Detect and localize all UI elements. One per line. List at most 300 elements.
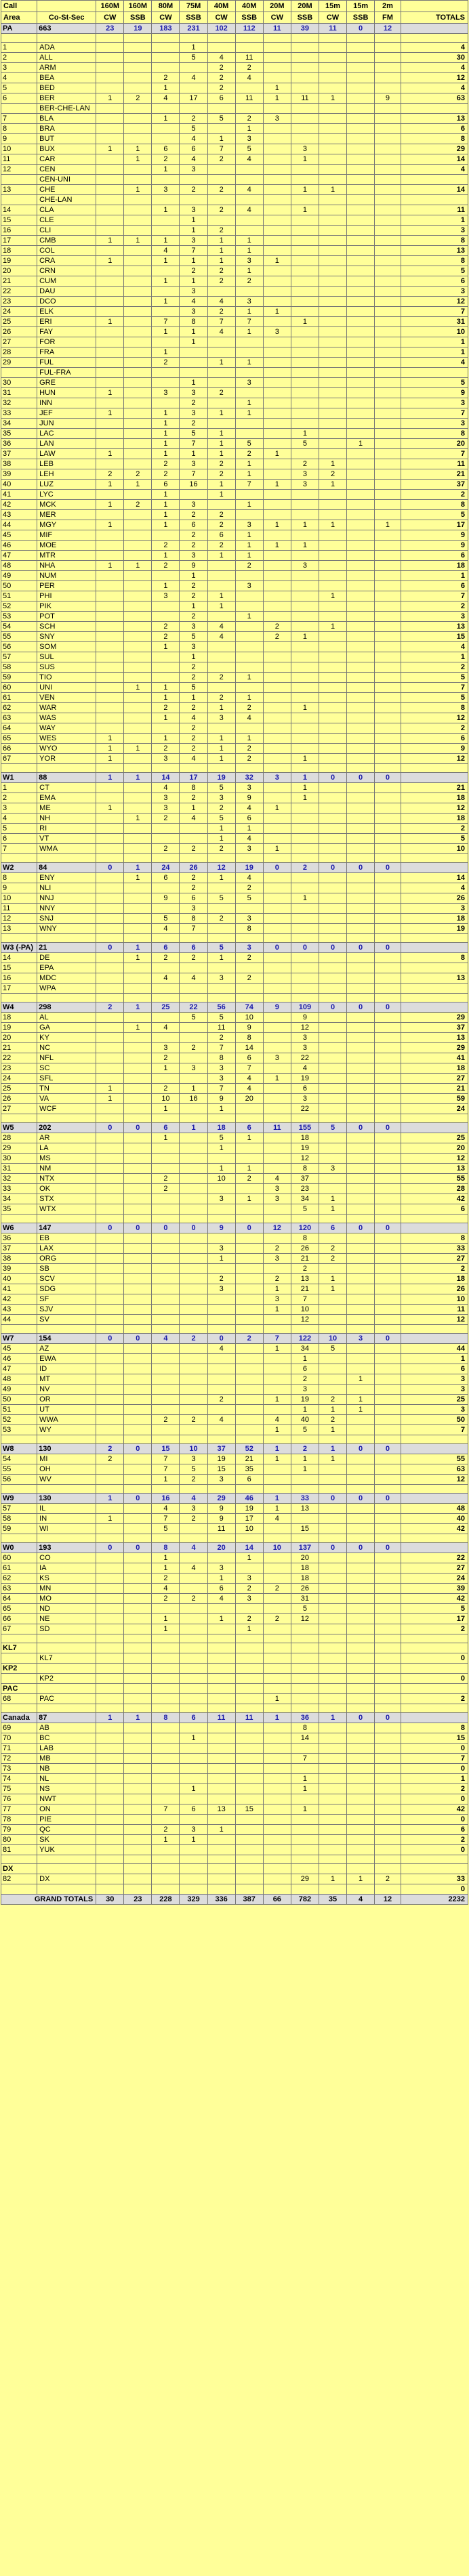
count-cell <box>207 1815 235 1825</box>
area-cell: 17 <box>1 236 37 246</box>
count-cell <box>375 1754 401 1764</box>
count-cell: 8 <box>291 1164 319 1174</box>
count-cell <box>152 963 180 973</box>
count-cell <box>207 1624 235 1634</box>
count-cell <box>152 1684 180 1694</box>
count-cell <box>291 713 319 723</box>
count-cell <box>124 175 152 185</box>
count-cell <box>180 1704 207 1713</box>
count-cell <box>263 63 291 73</box>
section-cell: UNI <box>37 683 96 693</box>
count-cell: 7 <box>235 480 263 490</box>
count-cell <box>96 154 124 165</box>
count-cell <box>235 1563 263 1574</box>
count-cell <box>180 1764 207 1774</box>
table-row <box>1 1063 468 1074</box>
count-cell: 1 <box>180 327 207 337</box>
count-cell <box>263 914 291 924</box>
count-cell: 2 <box>207 63 235 73</box>
total-cell: 3 <box>401 1405 468 1415</box>
count-cell <box>96 1723 124 1733</box>
count-cell: 5 <box>291 1204 319 1215</box>
count-cell <box>263 1435 291 1444</box>
count-cell: 1 <box>207 601 235 612</box>
count-cell: 2 <box>235 63 263 73</box>
count-cell: 2 <box>207 914 235 924</box>
section-cell <box>37 1634 96 1643</box>
count-cell <box>375 1864 401 1874</box>
total-cell: 0 <box>401 1653 468 1664</box>
section-cell: CHE <box>37 185 96 195</box>
count-cell <box>319 1584 346 1594</box>
section-cell: CUM <box>37 276 96 287</box>
area-cell: KP2 <box>1 1664 37 1674</box>
count-cell <box>124 1204 152 1215</box>
count-cell: 0 <box>347 863 375 873</box>
count-cell <box>207 1215 235 1223</box>
count-cell <box>152 571 180 581</box>
count-cell: 0 <box>96 1543 124 1553</box>
count-cell <box>375 1385 401 1395</box>
count-cell <box>347 1855 375 1864</box>
count-cell <box>152 1664 180 1674</box>
count-cell: 3 <box>235 581 263 591</box>
count-cell: 37 <box>207 1444 235 1454</box>
count-cell <box>375 1354 401 1364</box>
count-cell <box>347 337 375 347</box>
table-row <box>1 1143 468 1154</box>
count-cell <box>319 1634 346 1643</box>
area-cell: 67 <box>1 1624 37 1634</box>
count-cell <box>180 1425 207 1435</box>
count-cell <box>152 834 180 844</box>
count-cell: 1 <box>319 1713 346 1723</box>
count-cell: 16 <box>180 1094 207 1104</box>
header-row2 <box>1 12 468 24</box>
count-cell: 1 <box>152 408 180 419</box>
section-cell: 154 <box>37 1334 96 1344</box>
count-cell <box>319 1594 346 1604</box>
count-cell: 2 <box>124 500 152 510</box>
grand-total-value: 12 <box>375 1895 401 1905</box>
count-cell <box>375 703 401 713</box>
count-cell: 20 <box>207 1543 235 1553</box>
count-cell <box>207 195 235 205</box>
count-cell <box>124 652 152 662</box>
count-cell: 1 <box>152 256 180 266</box>
count-cell: 4 <box>207 53 235 63</box>
section-cell <box>37 1534 96 1543</box>
count-cell <box>124 1553 152 1563</box>
count-cell <box>124 662 152 673</box>
count-cell: 5 <box>235 144 263 154</box>
count-cell: 1 <box>291 520 319 530</box>
area-cell: KL7 <box>1 1643 37 1653</box>
count-cell: 22 <box>291 1053 319 1063</box>
count-cell: 3 <box>152 388 180 398</box>
total-cell <box>401 195 468 205</box>
count-cell <box>207 1643 235 1653</box>
count-cell <box>180 994 207 1002</box>
count-cell <box>180 1405 207 1415</box>
table-row <box>1 673 468 683</box>
count-cell <box>96 358 124 368</box>
count-cell: 17 <box>235 1514 263 1524</box>
count-cell: 2 <box>207 693 235 703</box>
table-row <box>1 1204 468 1215</box>
count-cell: 2 <box>263 1584 291 1594</box>
area-cell: 25 <box>1 317 37 327</box>
count-cell <box>263 1385 291 1395</box>
area-cell <box>1 764 37 773</box>
count-cell: 4 <box>235 73 263 83</box>
count-cell <box>375 1825 401 1835</box>
count-cell <box>263 854 291 863</box>
table-row <box>1 226 468 236</box>
section-cell: SCV <box>37 1274 96 1284</box>
count-cell <box>124 165 152 175</box>
section-cell: NB <box>37 1764 96 1774</box>
count-cell <box>263 510 291 520</box>
grand-total-value: 35 <box>319 1895 346 1905</box>
count-cell: 1 <box>235 500 263 510</box>
count-cell: 7 <box>207 1084 235 1094</box>
total-cell: 3 <box>401 1385 468 1395</box>
count-cell: 2 <box>152 622 180 632</box>
count-cell <box>375 317 401 327</box>
area-cell: 47 <box>1 1364 37 1374</box>
table-row <box>1 1425 468 1435</box>
count-cell <box>152 673 180 683</box>
count-cell: 15 <box>291 1524 319 1534</box>
count-cell <box>235 1723 263 1733</box>
count-cell: 4 <box>207 632 235 642</box>
count-cell <box>263 1023 291 1033</box>
count-cell <box>152 287 180 297</box>
count-cell <box>291 591 319 601</box>
count-cell <box>375 1855 401 1864</box>
count-cell <box>263 814 291 824</box>
count-cell <box>96 1825 124 1835</box>
total-cell <box>401 1713 468 1723</box>
count-cell <box>291 662 319 673</box>
count-cell: 1 <box>96 144 124 154</box>
count-cell <box>375 904 401 914</box>
count-cell <box>347 246 375 256</box>
table-row <box>1 994 468 1002</box>
total-cell <box>401 1643 468 1653</box>
count-cell <box>124 1164 152 1174</box>
count-cell <box>124 1154 152 1164</box>
count-cell <box>263 723 291 734</box>
count-cell: 1 <box>207 256 235 266</box>
table-row <box>1 1274 468 1284</box>
count-cell <box>319 73 346 83</box>
count-cell: 2 <box>152 73 180 83</box>
count-cell <box>347 1435 375 1444</box>
count-cell: 1 <box>319 1405 346 1415</box>
count-cell: 3 <box>180 500 207 510</box>
count-cell <box>291 256 319 266</box>
count-cell <box>124 1294 152 1305</box>
count-cell <box>319 1074 346 1084</box>
table-row <box>1 1013 468 1023</box>
count-cell <box>347 490 375 500</box>
count-cell <box>263 1784 291 1794</box>
count-cell: 0 <box>375 1543 401 1553</box>
area-cell: 41 <box>1 490 37 500</box>
section-cell: MOE <box>37 541 96 551</box>
count-cell: 4 <box>235 713 263 723</box>
count-cell <box>207 642 235 652</box>
count-cell <box>96 1733 124 1744</box>
count-cell <box>207 1553 235 1563</box>
count-cell: 19 <box>291 1395 319 1405</box>
area-cell <box>1 994 37 1002</box>
count-cell <box>263 581 291 591</box>
count-cell: 1 <box>96 1713 124 1723</box>
area-cell: 57 <box>1 1504 37 1514</box>
count-cell <box>235 1284 263 1294</box>
count-cell: 1 <box>319 459 346 469</box>
count-cell: 7 <box>152 317 180 327</box>
count-cell: 15 <box>152 1444 180 1454</box>
count-cell <box>96 652 124 662</box>
count-cell <box>291 1664 319 1674</box>
table-row <box>1 327 468 337</box>
total-cell: 11 <box>401 1305 468 1315</box>
count-cell <box>124 1244 152 1254</box>
section-cell: MGY <box>37 520 96 530</box>
area-cell: 64 <box>1 723 37 734</box>
count-cell <box>263 953 291 963</box>
count-cell <box>291 1674 319 1684</box>
count-cell <box>347 1584 375 1594</box>
count-cell <box>96 1204 124 1215</box>
total-cell: 1 <box>401 337 468 347</box>
count-cell <box>96 1845 124 1855</box>
count-cell <box>124 1395 152 1405</box>
count-cell <box>152 1694 180 1704</box>
count-cell <box>207 662 235 673</box>
count-cell <box>375 612 401 622</box>
count-cell <box>319 1784 346 1794</box>
count-cell <box>319 246 346 256</box>
area-cell <box>1 1485 37 1494</box>
count-cell <box>291 1864 319 1874</box>
section-cell: STX <box>37 1194 96 1204</box>
count-cell: 2 <box>291 1444 319 1454</box>
count-cell: 2 <box>207 226 235 236</box>
count-cell <box>207 1485 235 1494</box>
table-row <box>1 236 468 246</box>
count-cell <box>347 1754 375 1764</box>
count-cell: 6 <box>207 93 235 104</box>
count-cell <box>180 1325 207 1334</box>
total-cell <box>401 1684 468 1694</box>
count-cell <box>375 1694 401 1704</box>
count-cell <box>347 287 375 297</box>
count-cell <box>235 571 263 581</box>
count-cell <box>291 883 319 893</box>
count-cell <box>235 984 263 994</box>
count-cell <box>263 1804 291 1815</box>
table-row <box>1 551 468 561</box>
area-cell: 5 <box>1 824 37 834</box>
count-cell <box>124 984 152 994</box>
section-cell: 663 <box>37 24 96 34</box>
table-row <box>1 764 468 773</box>
count-cell: 4 <box>180 754 207 764</box>
count-cell <box>124 1104 152 1114</box>
count-cell <box>263 165 291 175</box>
count-cell <box>319 1215 346 1223</box>
total-cell: 63 <box>401 93 468 104</box>
count-cell: 1 <box>347 1405 375 1415</box>
section-cell: CRN <box>37 266 96 276</box>
count-cell: 1 <box>180 276 207 287</box>
count-cell: 1 <box>152 114 180 124</box>
count-cell <box>347 1864 375 1874</box>
count-cell <box>96 873 124 883</box>
count-cell: 7 <box>291 1754 319 1764</box>
table-row <box>1 1084 468 1094</box>
count-cell <box>152 1884 180 1895</box>
count-cell: 3 <box>207 973 235 984</box>
count-cell <box>180 1143 207 1154</box>
count-cell <box>96 914 124 924</box>
count-cell <box>96 1553 124 1563</box>
count-cell: 1 <box>207 754 235 764</box>
count-cell <box>291 1744 319 1754</box>
count-cell: 1 <box>207 591 235 601</box>
count-cell: 1 <box>291 1784 319 1794</box>
section-cell: WI <box>37 1524 96 1534</box>
count-cell <box>263 744 291 754</box>
section-cell: SCH <box>37 622 96 632</box>
count-cell <box>96 693 124 703</box>
table-row <box>1 1594 468 1604</box>
count-cell <box>96 266 124 276</box>
count-cell <box>235 683 263 693</box>
count-cell <box>375 693 401 703</box>
count-cell <box>263 1164 291 1174</box>
total-cell: 27 <box>401 1074 468 1084</box>
area-cell: 65 <box>1 734 37 744</box>
count-cell <box>291 551 319 561</box>
count-cell <box>180 1485 207 1494</box>
count-cell <box>124 83 152 93</box>
count-cell <box>375 1475 401 1485</box>
table-row <box>1 1053 468 1063</box>
count-cell: 1 <box>347 1395 375 1405</box>
count-cell <box>319 104 346 114</box>
count-cell: 1 <box>207 1143 235 1154</box>
count-cell: 5 <box>180 1464 207 1475</box>
count-cell: 10 <box>235 1524 263 1534</box>
count-cell: 4 <box>180 297 207 307</box>
area-cell: 48 <box>1 561 37 571</box>
count-cell: 2 <box>96 469 124 480</box>
count-cell: 1 <box>180 378 207 388</box>
count-cell: 1 <box>96 744 124 754</box>
area-cell <box>1 1634 37 1643</box>
count-cell <box>152 984 180 994</box>
count-cell: 2 <box>180 1514 207 1524</box>
count-cell <box>124 1514 152 1524</box>
area-cell <box>1 368 37 378</box>
area-cell: 47 <box>1 551 37 561</box>
count-cell: 5 <box>291 1425 319 1435</box>
count-cell <box>124 1013 152 1023</box>
count-cell: 7 <box>263 1334 291 1344</box>
total-cell: 4 <box>401 642 468 652</box>
count-cell <box>291 226 319 236</box>
count-cell <box>319 632 346 642</box>
count-cell <box>124 1485 152 1494</box>
count-cell <box>347 1624 375 1634</box>
count-cell <box>207 1864 235 1874</box>
count-cell <box>263 1364 291 1374</box>
count-cell: 1 <box>96 773 124 783</box>
table-row <box>1 114 468 124</box>
count-cell <box>347 175 375 185</box>
count-cell <box>152 1194 180 1204</box>
count-cell <box>347 963 375 973</box>
count-cell <box>124 1305 152 1315</box>
count-cell <box>291 1764 319 1774</box>
total-cell: 42 <box>401 1194 468 1204</box>
count-cell: 4 <box>180 1563 207 1574</box>
count-cell <box>124 1405 152 1415</box>
count-cell: 0 <box>319 943 346 953</box>
count-cell <box>235 287 263 297</box>
count-cell <box>319 317 346 327</box>
count-cell: 6 <box>235 1123 263 1133</box>
count-cell <box>96 662 124 673</box>
section-cell: AL <box>37 1013 96 1023</box>
count-cell <box>207 963 235 973</box>
count-cell <box>235 1104 263 1114</box>
summary-row <box>1 1444 468 1454</box>
count-cell <box>207 1744 235 1754</box>
count-cell: 0 <box>375 1223 401 1233</box>
total-cell: 21 <box>401 783 468 793</box>
count-cell: 10 <box>180 1444 207 1454</box>
table-row <box>1 642 468 652</box>
count-cell <box>96 1325 124 1334</box>
count-cell <box>263 1835 291 1845</box>
count-cell: 6 <box>319 1223 346 1233</box>
count-cell <box>319 175 346 185</box>
count-cell: 8 <box>152 1713 180 1723</box>
count-cell <box>263 1674 291 1684</box>
count-cell <box>263 226 291 236</box>
total-cell: 7 <box>401 307 468 317</box>
count-cell <box>96 1594 124 1604</box>
area-cell: 8 <box>1 873 37 883</box>
count-cell: 9 <box>291 1013 319 1023</box>
count-cell <box>263 1884 291 1895</box>
count-cell: 1 <box>207 408 235 419</box>
area-cell: 43 <box>1 510 37 520</box>
total-cell <box>401 1325 468 1334</box>
section-cell: 298 <box>37 1002 96 1013</box>
total-cell: 33 <box>401 1244 468 1254</box>
count-cell <box>347 973 375 984</box>
section-cell: IN <box>37 1514 96 1524</box>
count-cell <box>263 994 291 1002</box>
